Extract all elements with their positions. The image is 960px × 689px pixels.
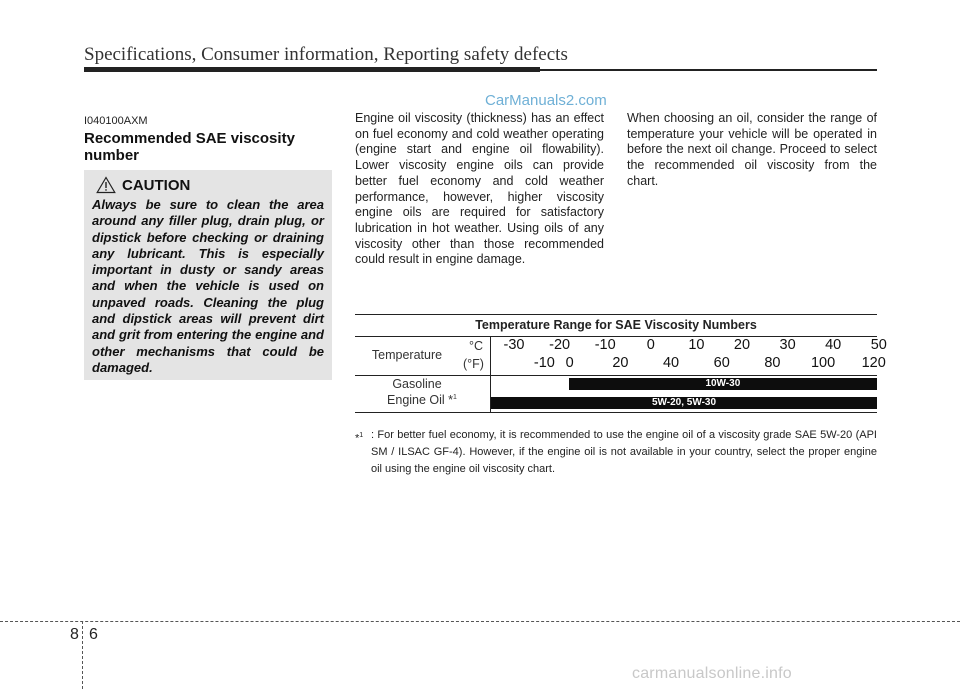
footnote-mark	[355, 427, 363, 448]
viscosity-band-label: 5W-20, 5W-30	[651, 397, 717, 408]
celsius-tick-label: -20	[549, 337, 571, 353]
celsius-tick-label: -30	[503, 337, 525, 353]
celsius-tick-label: 50	[870, 337, 887, 353]
fahrenheit-unit: (°F)	[463, 357, 484, 371]
celsius-unit: °C	[469, 339, 484, 353]
fahrenheit-tick-label: 0	[565, 355, 574, 371]
fahrenheit-tick-label: 40	[662, 355, 680, 371]
fahrenheit-tick-label: 20	[612, 355, 629, 371]
temperature-label: Temperature	[371, 348, 443, 362]
fahrenheit-tick-label: 80	[764, 355, 781, 371]
axis-divider	[490, 336, 491, 375]
viscosity-band-label: 10W-30	[705, 378, 741, 389]
viscosity-chart	[355, 314, 887, 413]
chart-title-rule	[355, 336, 877, 337]
fahrenheit-tick-label: -10	[533, 355, 555, 371]
chart-title: Temperature Range for SAE Viscosity Numbers	[475, 318, 757, 332]
watermark-top[interactable]: CarManuals2.com	[485, 92, 607, 109]
celsius-tick-label: 10	[688, 337, 705, 353]
section-title: Recommended SAE viscosity number	[84, 130, 295, 164]
page-footer-rule	[0, 621, 960, 622]
caution-title: CAUTION	[122, 176, 191, 194]
header-rule	[540, 69, 877, 71]
chart-mid-rule	[355, 375, 877, 376]
chart-top-rule	[355, 314, 877, 315]
section-code: I040100AXM	[84, 115, 148, 127]
fahrenheit-tick-label: 100	[810, 355, 836, 371]
celsius-tick-label: -10	[594, 337, 616, 353]
fahrenheit-tick-label: 60	[713, 355, 730, 371]
oil-label-text: Engine Oil *	[387, 393, 454, 407]
oil-label-line1: Gasoline	[392, 377, 442, 391]
chart-bottom-rule	[355, 412, 877, 413]
watermark-bottom[interactable]: carmanualsonline.info	[632, 665, 792, 682]
page-section-number: 8	[70, 626, 79, 643]
page-header-title: Specifications, Consumer information, Reporting safety defects	[84, 44, 568, 65]
celsius-tick-label: 0	[646, 337, 655, 353]
viscosity-intro-text: Engine oil viscosity (thickness) has an effect on fuel economy and cold weather operating (engine start and engine oil flowability). Lower viscosity engine oils can provide better fuel economy and cold weather performance, however, higher viscosity engine oils are required for satisfactory lubrication in hot weather. Using oils of any viscosity other than those recommended could result in engine damage.	[355, 111, 604, 267]
celsius-tick-label: 40	[825, 337, 842, 353]
footnote-sup: 1	[359, 432, 364, 439]
caution-header	[96, 176, 324, 194]
fahrenheit-tick-label: 120	[861, 355, 886, 371]
footnote-text: : For better fuel economy, it is recommended to use the engine oil of a viscosity grade SAE 5W-20 (API SM / ILSAC GF-4). However, if the engine oil is not available in your country, select the proper engine oil using the engine oil viscosity chart.	[371, 429, 877, 475]
celsius-tick-label: 30	[779, 337, 796, 353]
celsius-tick-label: 20	[733, 337, 751, 353]
page-gutter-rule	[82, 621, 83, 689]
caution-text: Always be sure to clean the area around any filler plug, drain plug, or dipstick before checking or draining any lubricant. This is especially important in dusty or sandy areas and when the vehicle is used on unpaved roads. Cleaning the plug and dipstick areas will prevent dirt and grit from entering the engine and other mechanisms that could be damaged.	[92, 197, 324, 375]
oil-label-line2	[377, 393, 467, 407]
caution-box	[84, 170, 332, 380]
footnote-star: *	[355, 432, 360, 445]
oil-selection-text: When choosing an oil, consider the range of temperature your vehicle will be operated in before the next oil change. Proceed to select the recommended oil viscosity from the chart.	[627, 111, 877, 188]
header-bar	[84, 67, 540, 72]
oil-label-sup: 1	[453, 393, 457, 401]
footnote	[355, 427, 877, 478]
warning-triangle-icon	[96, 176, 116, 194]
page-number: 6	[89, 626, 98, 643]
